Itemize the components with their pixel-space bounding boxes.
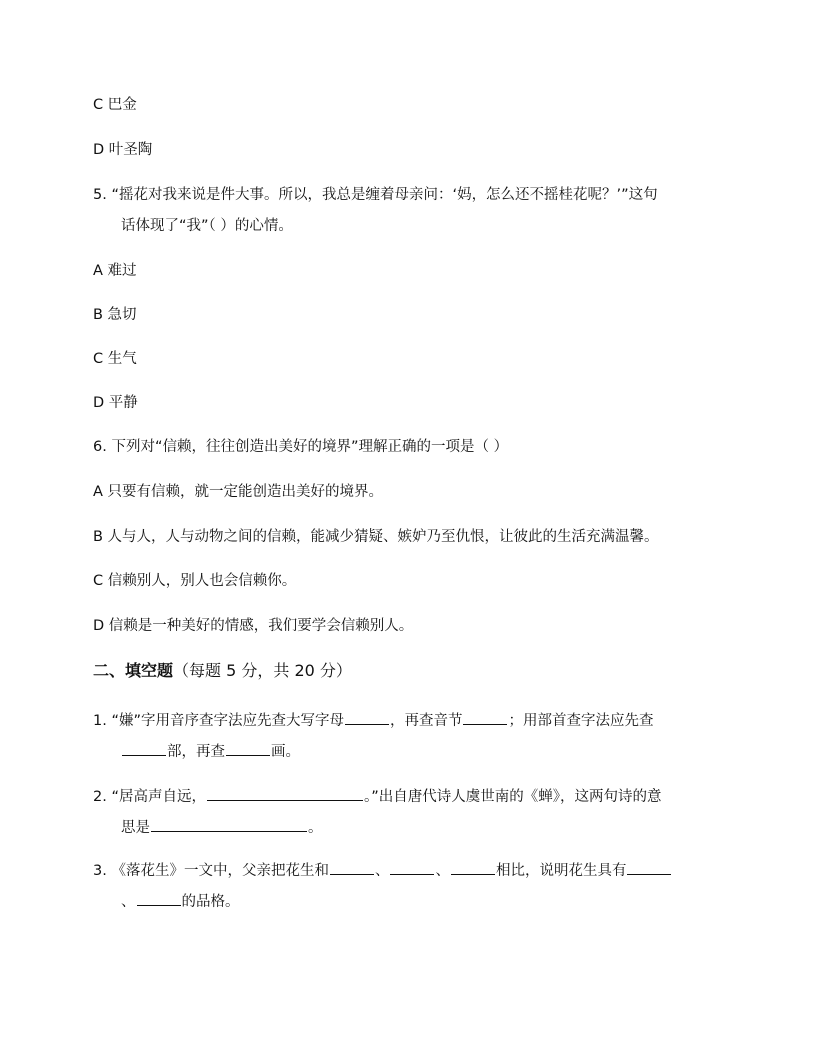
q5-option-d: D 平静 — [93, 395, 138, 411]
fill2-text-2: 。”出自唐代诗人虞世南的《蝉》，这两句诗的意 — [363, 789, 662, 805]
q5-option-c: C 生气 — [93, 351, 137, 367]
q6-stem: 6. 下列对“信赖，往往创造出美好的境界”理解正确的一项是（ ） — [93, 439, 509, 455]
fill-blank[interactable] — [330, 860, 374, 875]
q4-option-c: C 巴金 — [93, 97, 137, 113]
fill-question-1-line1 — [93, 710, 653, 731]
fill2-text-4: 。 — [308, 820, 323, 836]
q4-option-d: D 叶圣陶 — [93, 142, 153, 158]
fill-blank[interactable] — [151, 817, 307, 832]
fill-blank[interactable] — [451, 860, 495, 875]
fill1-text-5: 画。 — [271, 744, 300, 760]
q5-stem-line1: 5. “摇花对我来说是件大事。所以，我总是缠着母亲问：‘妈，怎么还不摇桂花呢？’”这句 — [93, 187, 658, 203]
fill-blank[interactable] — [627, 860, 671, 875]
fill-question-1-line2 — [121, 741, 300, 762]
fill-blank[interactable] — [226, 741, 270, 756]
fill3-text-1: 3. 《落花生》一文中，父亲把花生和 — [93, 863, 329, 879]
fill-blank[interactable] — [207, 786, 363, 801]
q5-stem-line2: 话体现了“我”（ ）的心情。 — [121, 218, 293, 234]
q6-option-d: D 信赖是一种美好的情感，我们要学会信赖别人。 — [93, 618, 414, 634]
fill-blank[interactable] — [345, 710, 389, 725]
fill1-text-1: 1. “嫌”字用音序查字法应先查大写字母 — [93, 713, 344, 729]
q5-option-b: B 急切 — [93, 307, 137, 323]
fill-question-2-line1 — [93, 786, 661, 807]
section-score-note: （每题 5 分，共 20 分） — [173, 661, 352, 680]
fill2-text-3: 思是 — [121, 820, 150, 836]
q6-option-c: C 信赖别人，别人也会信赖你。 — [93, 573, 297, 589]
q5-option-a: A 难过 — [93, 263, 137, 279]
fill-blank[interactable] — [390, 860, 434, 875]
fill-question-2-line2 — [121, 817, 323, 838]
fill1-text-2: ，再查音节 — [389, 713, 463, 729]
fill-blank[interactable] — [463, 710, 507, 725]
fill-question-3-line1 — [93, 860, 672, 881]
fill3-text-2: 、 — [374, 863, 390, 879]
q6-option-b: B 人与人，人与动物之间的信赖，能减少猜疑、嫉妒乃至仇恨，让彼此的生活充满温馨。 — [93, 529, 659, 545]
fill3-text-5: 、 — [121, 894, 136, 910]
fill1-text-4: 部，再查 — [167, 744, 225, 760]
fill1-text-3: ；用部首查字法应先查 — [508, 713, 654, 729]
section-heading — [93, 660, 352, 682]
fill-blank[interactable] — [137, 891, 181, 906]
fill3-text-6: 的品格。 — [181, 894, 240, 910]
fill-blank[interactable] — [122, 741, 166, 756]
fill3-text-3: 、 — [435, 863, 450, 879]
q6-option-a: A 只要有信赖，就一定能创造出美好的境界。 — [93, 484, 384, 500]
fill2-text-1: 2. “居高声自远， — [93, 789, 206, 805]
fill3-text-4: 相比，说明花生具有 — [495, 863, 627, 879]
section-title: 二、填空题 — [93, 661, 174, 680]
fill-question-3-line2 — [121, 891, 240, 912]
